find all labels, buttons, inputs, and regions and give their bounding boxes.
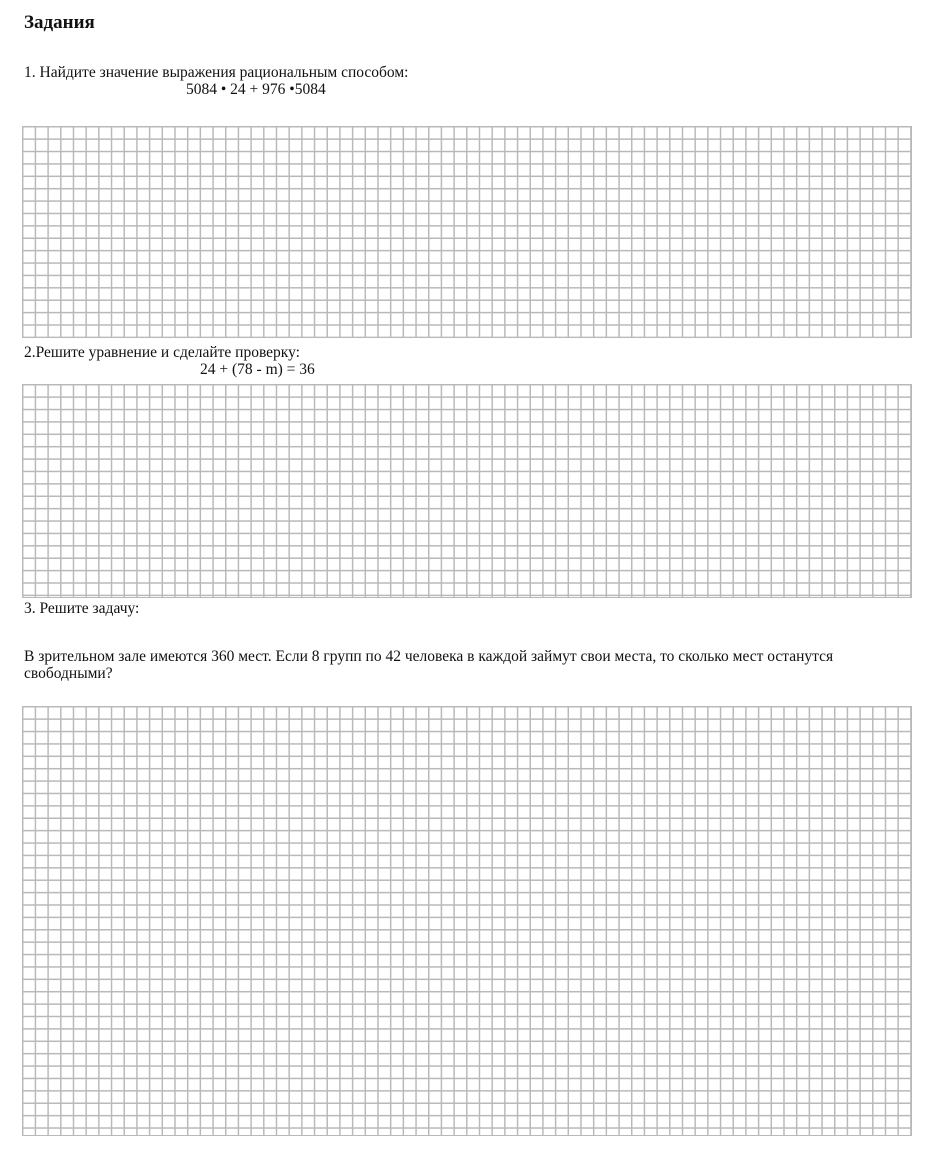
page-title: Задания xyxy=(24,12,95,33)
task-1-expression: 5084 • 24 + 976 •5084 xyxy=(186,81,326,98)
task-3-text: 3. Решите задачу: xyxy=(24,600,140,617)
answer-grid-2[interactable] xyxy=(22,384,912,598)
answer-grid-1[interactable] xyxy=(22,126,912,338)
task-2-expression: 24 + (78 - m) = 36 xyxy=(200,361,315,378)
task-3-problem: В зрительном зале имеются 360 мест. Если 8 групп по 42 человека в каждой займут свои места, то сколько мест останутся свободными? xyxy=(24,648,834,682)
task-2-text: 2.Решите уравнение и сделайте проверку: xyxy=(24,344,300,361)
task-1-text: 1. Найдите значение выражения рациональным способом: xyxy=(24,64,409,81)
answer-grid-3[interactable] xyxy=(22,706,912,1136)
